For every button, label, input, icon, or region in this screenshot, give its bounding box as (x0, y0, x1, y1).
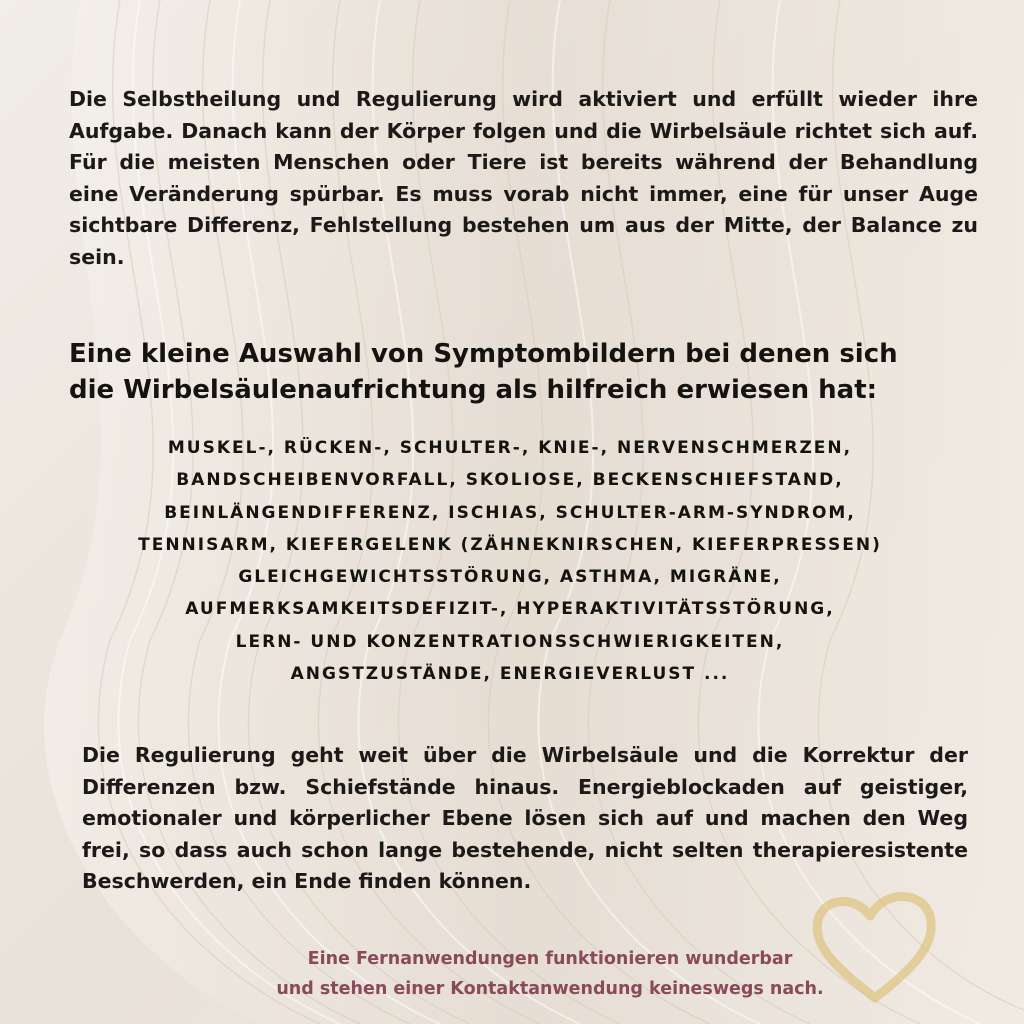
symptom-line: BEINLÄNGENDIFFERENZ, ISCHIAS, SCHULTER-ARM-SYNDROM, (164, 502, 856, 523)
footer-line-1: Eine Fernanwendungen funktionieren wunderbar (307, 949, 793, 969)
symptom-line: TENNISARM, KIEFERGELENK (ZÄHNEKNIRSCHEN, KIEFERPRESSEN) (138, 534, 882, 555)
symptom-line: LERN- UND KONZENTRATIONSSCHWIERIGKEITEN, (235, 631, 785, 652)
symptom-line: MUSKEL-, RÜCKEN-, SCHULTER-, KNIE-, NERVENSCHMERZEN, (167, 438, 853, 458)
symptoms-heading-line-1: Eine kleine Auswahl von Symptombildern bei denen sich (69, 339, 898, 369)
symptom-line: AUFMERKSAMKEITSDEFIZIT-, HYPERAKTIVITÄTSSTÖRUNG, (185, 599, 835, 620)
symptom-line: GLEICHGEWICHTSSTÖRUNG, ASTHMA, MIGRÄNE, (238, 567, 782, 588)
symptom-line: ANGSTZUSTÄNDE, ENERGIEVERLUST ... (290, 664, 730, 685)
footer-note (200, 944, 900, 1004)
symptom-line: BANDSCHEIBENVORFALL, SKOLIOSE, BECKENSCHIEFSTAND, (176, 470, 844, 491)
symptoms-heading-line-2: die Wirbelsäulenaufrichtung als hilfreich erwiesen hat: (69, 375, 878, 405)
regulation-paragraph: Die Regulierung geht weit über die Wirbelsäule und die Korrektur der Differenzen bzw. Schiefstände hinaus. Energieblockaden auf geistiger, emotionaler und körperlicher Ebene lösen sich auf und machen den Weg frei, so dass auch schon lange bestehende, nicht selten therapieresistente Beschwerden, ein Ende finden können. (82, 743, 968, 893)
symptoms-heading (69, 336, 1009, 408)
footer-line-2: und stehen einer Kontaktanwendung keineswegs nach. (276, 979, 824, 999)
symptom-list (40, 432, 980, 690)
intro-paragraph: Die Selbstheilung und Regulierung wird aktiviert und erfüllt wieder ihre Aufgabe. Danach kann der Körper folgen und die Wirbelsäule richtet sich auf. Für die meisten Menschen oder Tiere ist bereits während der Behandlung eine Veränderung spürbar. Es muss vorab nicht immer, eine für unser Auge sichtbare Differenz, Fehlstellung bestehen um aus der Mitte, der Balance zu sein. (69, 87, 978, 269)
